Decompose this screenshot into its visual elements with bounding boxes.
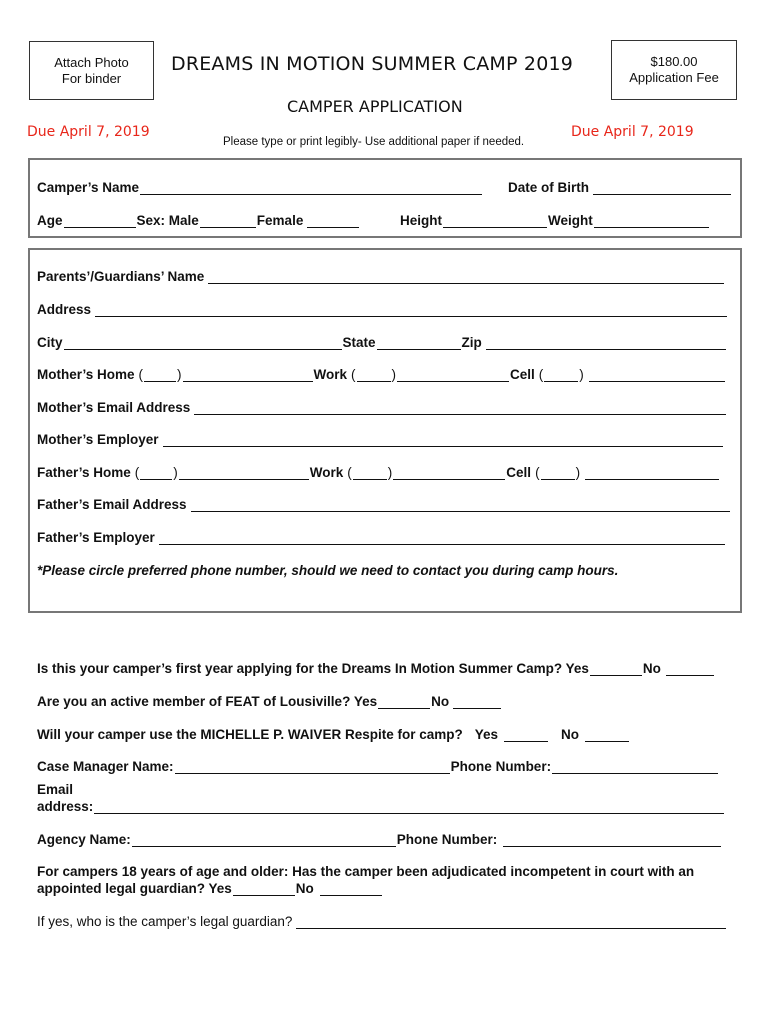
paren-close: ) (391, 367, 397, 382)
height-weight-row (400, 213, 710, 228)
waiver-yes-field[interactable] (504, 727, 548, 742)
mother-employer-label: Mother’s Employer (37, 432, 159, 447)
dob-row (508, 180, 732, 195)
mother-home-field[interactable] (183, 367, 313, 382)
address-field[interactable] (95, 302, 727, 317)
adult-no-label: No (295, 881, 314, 896)
photo-box (29, 41, 154, 100)
preferred-phone-note: *Please circle preferred phone number, should we need to contact you during camp hours. (37, 563, 619, 578)
father-home-field[interactable] (179, 465, 309, 480)
guardians-label: Parents’/Guardians’ Name (37, 269, 205, 284)
adult-yes-field[interactable] (233, 881, 295, 896)
address-row (37, 302, 728, 317)
waiver-row (37, 727, 630, 742)
paren-close: ) (177, 367, 182, 382)
mother-cell-label: Cell (510, 367, 535, 382)
female-label: Female (256, 213, 304, 228)
email-label-line1: Email (37, 782, 74, 797)
city-row (37, 335, 727, 350)
city-label: City (37, 335, 63, 350)
paren-open: ( (138, 367, 144, 382)
state-field[interactable] (377, 335, 461, 350)
adult-question-line2: appointed legal guardian? Yes (37, 881, 232, 896)
dob-label: Date of Birth (508, 180, 589, 195)
guardians-field[interactable] (208, 269, 724, 284)
zip-field[interactable] (486, 335, 726, 350)
waiver-no-label: No (561, 727, 579, 742)
age-sex-row (37, 213, 360, 228)
weight-field[interactable] (594, 213, 709, 228)
mother-cell-field[interactable] (589, 367, 725, 382)
sex-male-label: Sex: Male (136, 213, 199, 228)
due-date-right: Due April 7, 2019 (571, 124, 694, 140)
mother-work-field[interactable] (397, 367, 509, 382)
paren-open: ( (351, 367, 356, 382)
height-field[interactable] (443, 213, 547, 228)
feat-no-label: No (431, 694, 450, 709)
email-field[interactable] (94, 799, 724, 814)
father-phone-row (37, 465, 720, 480)
case-manager-phone-field[interactable] (552, 759, 718, 774)
case-manager-field[interactable] (175, 759, 450, 774)
fee-label: Application Fee (629, 70, 719, 85)
paren-open: ( (538, 367, 544, 382)
adult-question-row (37, 881, 383, 896)
mother-home-label: Mother’s Home (37, 367, 135, 382)
paren-open: ( (347, 465, 352, 480)
adult-no-field[interactable] (320, 881, 382, 896)
feat-no-field[interactable] (453, 694, 501, 709)
photo-box-line2: For binder (61, 70, 122, 86)
agency-phone-label: Phone Number: (396, 832, 498, 847)
adult-question-line1: For campers 18 years of age and older: Has the camper been adjudicated incompetent in court with an (37, 864, 695, 879)
father-email-row (37, 497, 731, 512)
paren-close: ) (387, 465, 393, 480)
mother-email-label: Mother’s Email Address (37, 400, 191, 415)
agency-row (37, 832, 722, 847)
father-employer-field[interactable] (159, 530, 725, 545)
paren-close: ) (173, 465, 178, 480)
guardians-row (37, 269, 725, 284)
camper-name-row (37, 180, 483, 195)
father-work-field[interactable] (393, 465, 505, 480)
father-work-label: Work (309, 465, 344, 480)
first-year-yes-field[interactable] (590, 661, 642, 676)
city-field[interactable] (64, 335, 342, 350)
fee-amount: $180.00 (650, 54, 698, 69)
zip-label: Zip (461, 335, 482, 350)
case-manager-label: Case Manager Name: (37, 759, 174, 774)
first-year-no-field[interactable] (666, 661, 714, 676)
female-field[interactable] (307, 213, 359, 228)
mother-home-area-field[interactable] (144, 367, 176, 382)
first-year-no-label: No (642, 661, 661, 676)
agency-phone-field[interactable] (503, 832, 721, 847)
father-employer-row (37, 530, 726, 545)
first-year-row (37, 661, 715, 676)
guardian-field[interactable] (296, 914, 726, 929)
paren-close: ) (579, 367, 584, 382)
mother-email-row (37, 400, 727, 415)
waiver-yes-label: Yes (474, 727, 498, 742)
father-home-label: Father’s Home (37, 465, 131, 480)
page-title: DREAMS IN MOTION SUMMER CAMP 2019 (171, 53, 574, 75)
feat-row (37, 694, 502, 709)
waiver-no-field[interactable] (585, 727, 629, 742)
email-row (37, 799, 725, 814)
father-email-field[interactable] (191, 497, 730, 512)
state-label: State (342, 335, 376, 350)
case-manager-row (37, 759, 719, 774)
feat-yes-field[interactable] (378, 694, 430, 709)
agency-label: Agency Name: (37, 832, 131, 847)
feat-question: Are you an active member of FEAT of Lousiville? Yes (37, 694, 378, 709)
mother-email-field[interactable] (194, 400, 726, 415)
photo-box-line1: Attach Photo (54, 54, 129, 70)
age-label: Age (37, 213, 63, 228)
age-field[interactable] (64, 213, 136, 228)
father-home-area-field[interactable] (140, 465, 172, 480)
fee-box (611, 40, 737, 100)
weight-label: Weight (548, 213, 593, 228)
first-year-question: Is this your camper’s first year applying for the Dreams In Motion Summer Camp? Yes (37, 661, 589, 676)
mother-work-area-field[interactable] (357, 367, 391, 382)
paren-close: ) (575, 465, 581, 480)
paren-open: ( (134, 465, 140, 480)
height-label: Height (400, 213, 442, 228)
address-label: Address (37, 302, 92, 317)
camper-name-field[interactable] (140, 180, 482, 195)
mother-employer-field[interactable] (163, 432, 723, 447)
father-cell-area-field[interactable] (541, 465, 575, 480)
male-field[interactable] (200, 213, 256, 228)
mother-cell-area-field[interactable] (544, 367, 578, 382)
instructions-note: Please type or print legibly- Use additional paper if needed. (223, 136, 525, 148)
due-date-left: Due April 7, 2019 (27, 124, 150, 140)
camper-name-label: Camper’s Name (37, 180, 140, 195)
mother-phone-row (37, 367, 726, 382)
guardian-row (37, 914, 727, 929)
father-cell-field[interactable] (585, 465, 719, 480)
father-email-label: Father’s Email Address (37, 497, 187, 512)
mother-employer-row (37, 432, 724, 447)
form-subtitle: CAMPER APPLICATION (287, 97, 463, 116)
father-work-area-field[interactable] (353, 465, 387, 480)
case-manager-phone-label: Phone Number: (450, 759, 552, 774)
guardian-question: If yes, who is the camper’s legal guardian? (37, 914, 293, 929)
father-employer-label: Father’s Employer (37, 530, 155, 545)
mother-work-label: Work (313, 367, 348, 382)
paren-open: ( (535, 465, 540, 480)
waiver-question: Will your camper use the MICHELLE P. WAIVER Respite for camp? (37, 727, 463, 742)
father-cell-label: Cell (506, 465, 532, 480)
email-label-line2: address: (37, 799, 94, 814)
dob-field[interactable] (593, 180, 731, 195)
agency-field[interactable] (132, 832, 396, 847)
